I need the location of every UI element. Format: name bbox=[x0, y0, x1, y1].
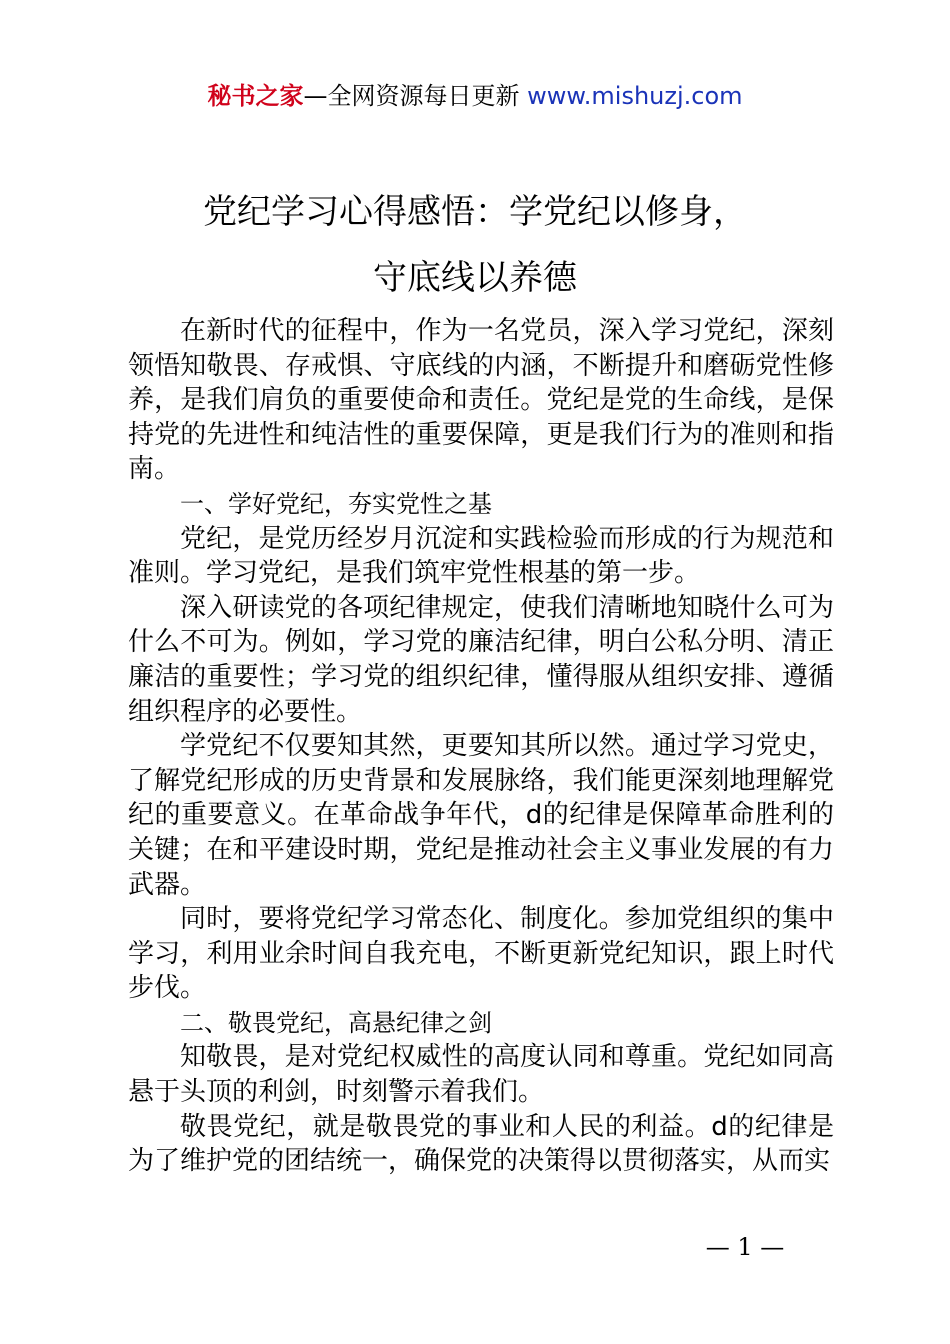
site-banner bbox=[0, 80, 950, 112]
document-body bbox=[128, 314, 834, 1179]
section-1-heading: 一、学好党纪，夯实党性之基 bbox=[180, 489, 492, 518]
section-2-paragraph-2: 敬畏党纪，就是敬畏党的事业和人民的利益。d的纪律是为了维护党的团结统一，确保党的决策得以贯彻落实，从而实 bbox=[128, 1111, 834, 1177]
document-title-line-2: 守底线以养德 bbox=[373, 258, 577, 298]
banner-tagline: —全网资源每日更新 bbox=[303, 82, 520, 110]
document-title-line-1: 党纪学习心得感悟：学党纪以修身， bbox=[203, 192, 747, 232]
section-1-paragraph-2: 深入研读党的各项纪律规定，使我们清晰地知晓什么可为什么不可为。例如，学习党的廉洁纪律，明白公私分明、清正廉洁的重要性；学习党的组织纪律，懂得服从组织安排、遵循组织程序的必要性。 bbox=[128, 592, 834, 727]
section-2-heading: 二、敬畏党纪，高悬纪律之剑 bbox=[180, 1008, 492, 1037]
section-1-paragraph-4: 同时，要将党纪学习常态化、制度化。参加党组织的集中学习，利用业余时间自我充电，不断更新党纪知识，跟上时代步伐。 bbox=[128, 904, 834, 1004]
brand-name: 秘书之家 bbox=[207, 82, 304, 110]
section-1-paragraph-1: 党纪，是党历经岁月沉淀和实践检验而形成的行为规范和准则。学习党纪，是我们筑牢党性根基的第一步。 bbox=[128, 523, 834, 589]
section-2-paragraph-1: 知敬畏，是对党纪权威性的高度认同和尊重。党纪如同高悬于头顶的利剑，时刻警示着我们。 bbox=[128, 1042, 834, 1108]
site-url-link[interactable]: www.mishuzj.com bbox=[527, 82, 743, 110]
intro-paragraph: 在新时代的征程中，作为一名党员，深入学习党纪，深刻领悟知敬畏、存戒惧、守底线的内涵，不断提升和磨砺党性修养，是我们肩负的重要使命和责任。党纪是党的生命线，是保持党的先进性和纯洁性的重要保障，更是我们行为的准则和指南。 bbox=[128, 316, 834, 485]
section-1-paragraph-3: 学党纪不仅要知其然，更要知其所以然。通过学习党史，了解党纪形成的历史背景和发展脉络，我们能更深刻地理解党纪的重要意义。在革命战争年代，d的纪律是保障革命胜利的关键；在和平建设时期，党纪是推动社会主义事业发展的有力武器。 bbox=[128, 731, 834, 900]
page-number: — 1 — bbox=[705, 1233, 785, 1261]
